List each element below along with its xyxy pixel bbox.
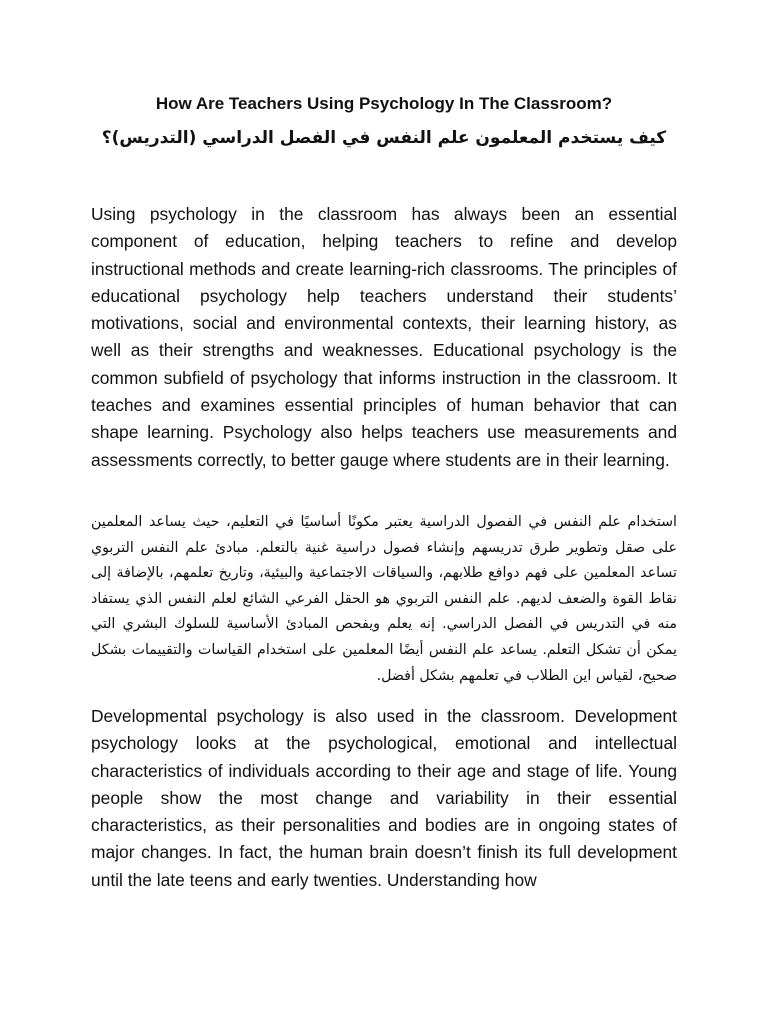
document-title-english: How Are Teachers Using Psychology In The Classroom? <box>155 94 613 113</box>
document-title-arabic: كيف يستخدم المعلمون علم النفس في الفصل الدراسي (التدريس)؟ <box>101 128 667 148</box>
paragraph-educational-psychology-arabic: استخدام علم النفس في الفصول الدراسية يعتبر مكونًا أساسيًا في التعليم، حيث يساعد المعلمين على صقل وتطوير طرق تدريسهم وإنشاء فصول دراسية غنية بالتعلم. مبادئ علم النفس التربوي تساعد المعلمين على فهم دوافع طلابهم، والسياقات الاجتماعية والبيئية، وتاريخ تعلمهم، بالإضافة إلى نقاط القوة والضعف لديهم. علم النفس التربوي هو الحقل الفرعي الشائع لعلم النفس الذي يستفاد منه في التدريس في الفصل الدراسي. إنه يعلم ويفحص المبادئ الأساسية للسلوك البشري التي يمكن أن تشكل التعلم. يساعد علم النفس أيضًا المعلمين على استخدام القياسات والتقييمات بشكل صحيح، لقياس اين الطلاب في تعلمهم بشكل أفضل. <box>91 514 677 684</box>
paragraph-developmental-psychology-english: Developmental psychology is also used in the classroom. Development psychology looks at the psychological, emotional and intellectual characteristics of individuals according to their age and stage of life. Young people show the most change and variability in their essential characteristics, as their personalities and bodies are in ongoing states of major changes. In fact, the human brain doesn’t finish its full development until the late teens and early twenties. Understanding how <box>91 706 677 890</box>
paragraph-educational-psychology-english: Using psychology in the classroom has always been an essential component of education, helping teachers to refine and develop instructional methods and create learning-rich classrooms. The principles of educational psychology help teachers understand their students’ motivations, social and environmental contexts, their learning history, as well as their strengths and weaknesses. Educational psychology is the common subfield of psychology that informs instruction in the classroom. It teaches and examines essential principles of human behavior that can shape learning. Psychology also helps teachers use measurements and assessments correctly, to better gauge where students are in their learning. <box>91 204 677 470</box>
